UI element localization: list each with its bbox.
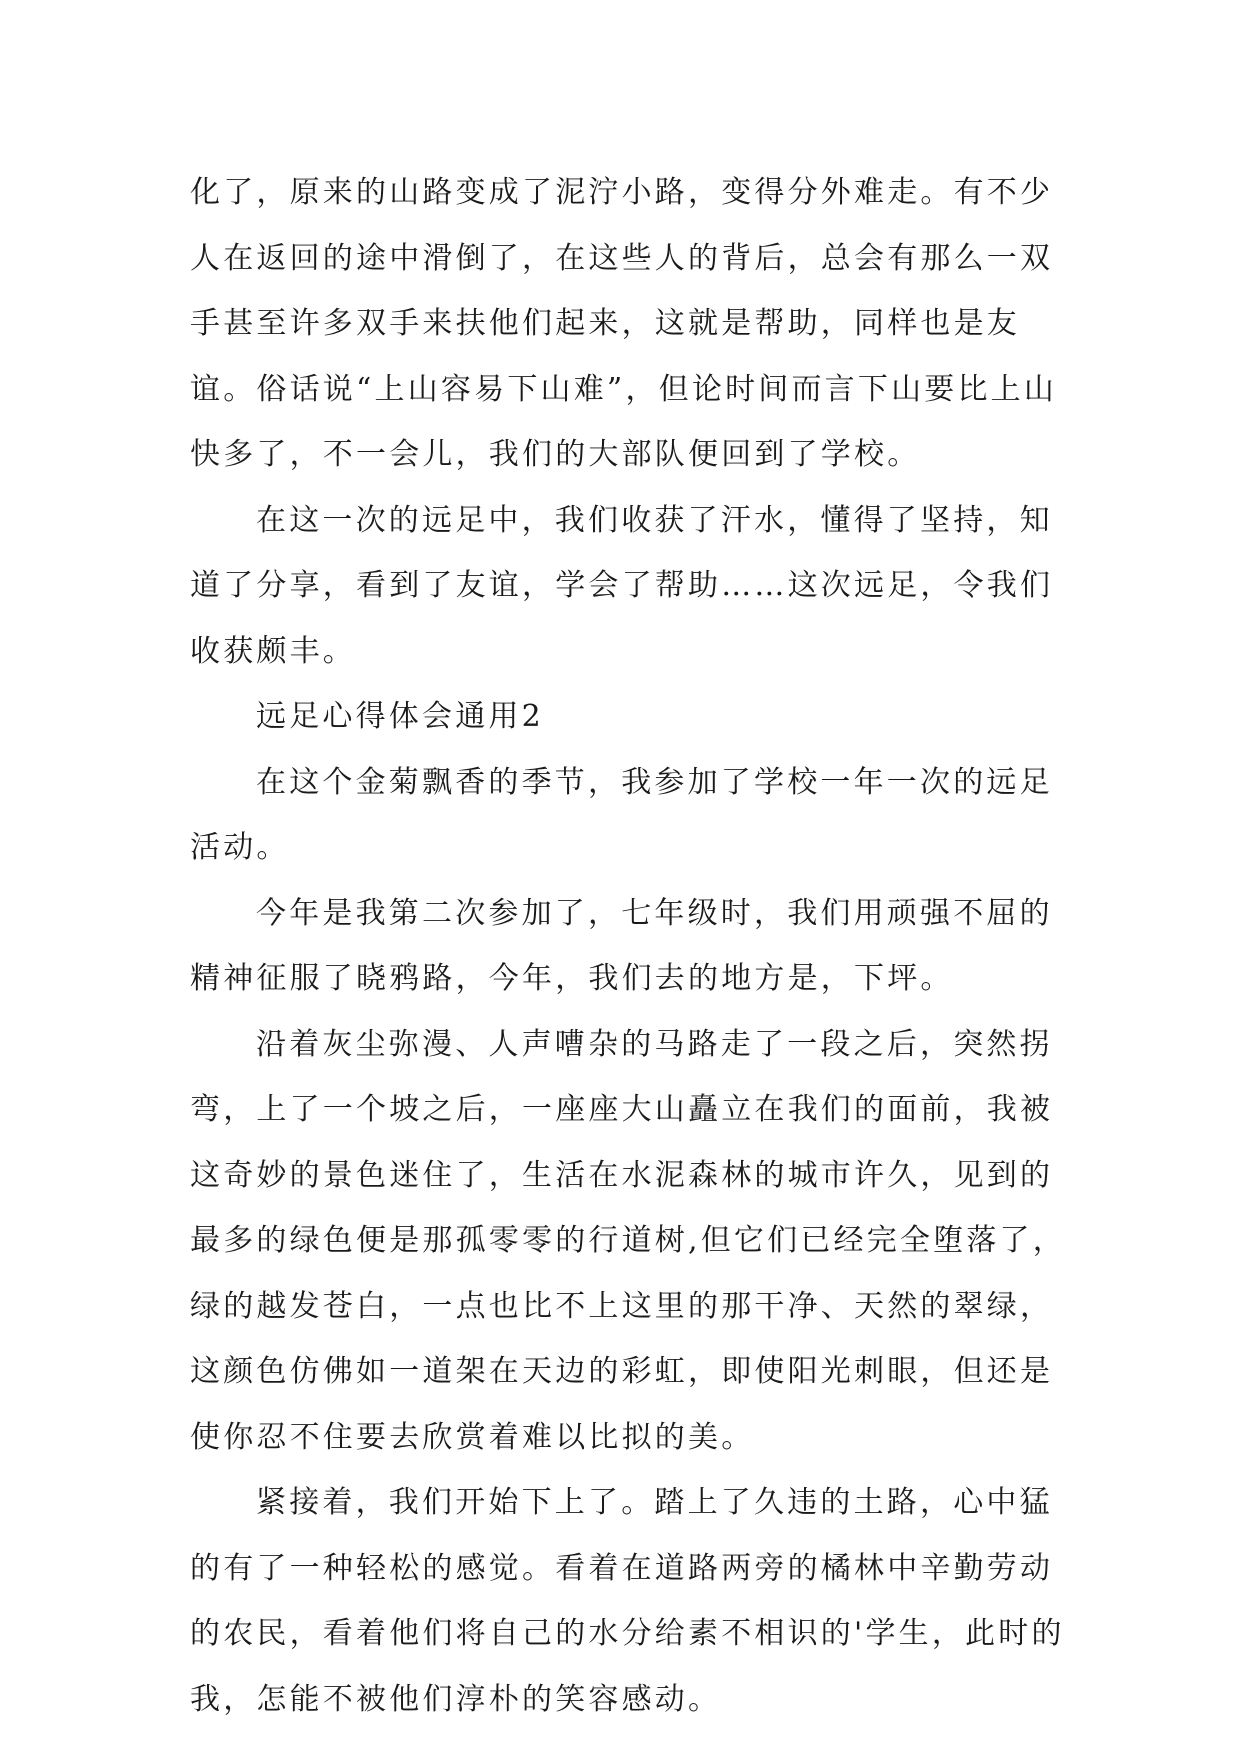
paragraph-3: 在这个金菊飘香的季节，我参加了学校一年一次的远足活动。 bbox=[190, 764, 1053, 865]
paragraph-1: 化了，原来的山路变成了泥泞小路，变得分外难走。有不少人在返回的途中滑倒了，在这些人的背后，总会有那么一双手甚至许多双手来扶他们起来，这就是帮助，同样也是友谊。俗话说“上山容易下山难”，但论时间而言下山要比上山快多了，不一会儿，我们的大部队便回到了学校。 bbox=[190, 175, 1058, 472]
document-body bbox=[190, 160, 1070, 1732]
paragraph-5: 沿着灰尘弥漫、人声嘈杂的马路走了一段之后，突然拐弯，上了一个坡之后，一座座大山矗立在我们的面前，我被这奇妙的景色迷住了，生活在水泥森林的城市许久，见到的最多的绿色便是那孤零零的行道树,但它们已经完全堕落了，绿的越发苍白，一点也比不上这里的那干净、天然的翠绿，这颜色仿佛如一道架在天边的彩虹，即使阳光刺眼，但还是使你忍不住要去欣赏着难以比拟的美。 bbox=[190, 1026, 1066, 1455]
section-heading: 远足心得体会通用2 bbox=[256, 699, 544, 734]
paragraph-6: 紧接着，我们开始下上了。踏上了久违的土路，心中猛的有了一种轻松的感觉。看着在道路两旁的橘林中辛勤劳动的农民，看着他们将自己的水分给素不相识的'学生，此时的我，怎能不被他们淳朴的笑容感动。 bbox=[190, 1485, 1065, 1717]
paragraph-4: 今年是我第二次参加了，七年级时，我们用顽强不屈的精神征服了晓鸦路，今年，我们去的地方是，下坪。 bbox=[190, 895, 1053, 996]
paragraph-2: 在这一次的远足中，我们收获了汗水，懂得了坚持，知道了分享，看到了友谊，学会了帮助……这次远足，令我们收获颇丰。 bbox=[190, 502, 1054, 669]
